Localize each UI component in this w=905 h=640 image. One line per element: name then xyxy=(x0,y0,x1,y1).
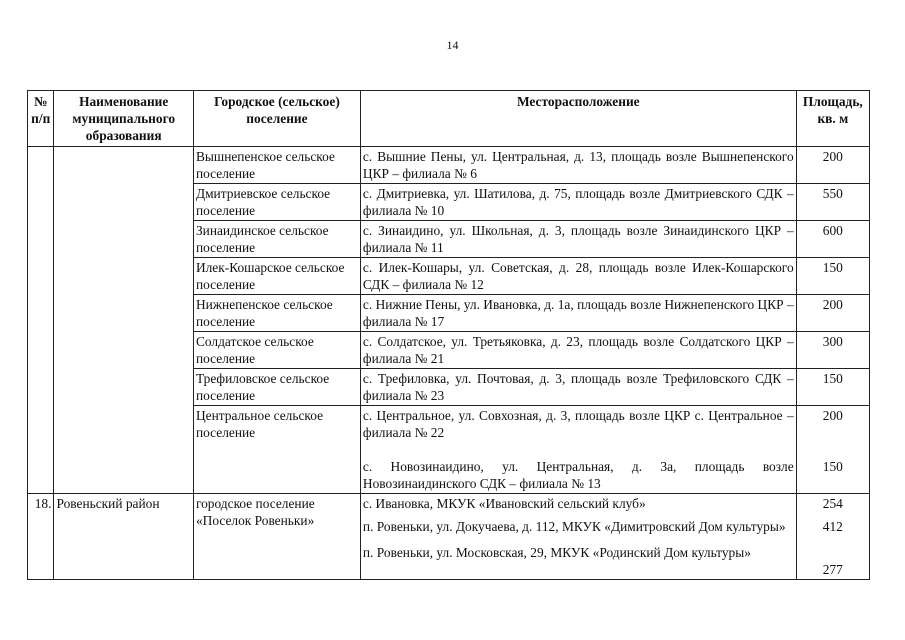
area-cell: 150 xyxy=(796,369,869,406)
location-entry: п. Ровеньки, ул. Докучаева, д. 112, МКУК «Димитровский Дом культуры» xyxy=(362,519,786,534)
settlement-cell: Центральное сельское поселение xyxy=(193,406,360,494)
settlement-cell: Нижнепенское сельское поселение xyxy=(193,295,360,332)
location-cell: с. Илек-Кошары, ул. Советская, д. 28, площадь возле Илек-Кошарского СДК – филиала № 12 xyxy=(360,258,796,295)
location-cell: с. Дмитриевка, ул. Шатилова, д. 75, площадь возле Дмитриевского СДК – филиала № 10 xyxy=(360,184,796,221)
location-entry: с. Ивановка, МКУК «Ивановский сельский клуб» xyxy=(362,496,646,511)
location-cell: с. Зинаидино, ул. Школьная, д. 3, площадь возле Зинаидинского ЦКР – филиала № 11 xyxy=(360,221,796,258)
location-cell: с. Вышние Пены, ул. Центральная, д. 13, площадь возле Вышнепенского ЦКР – филиала № 6 xyxy=(360,147,796,184)
header-num: № п/п xyxy=(28,91,54,147)
area-entry: 412 xyxy=(822,519,843,534)
area-entry: 277 xyxy=(822,562,843,577)
header-location: Месторасположение xyxy=(360,91,796,147)
header-row xyxy=(28,91,870,147)
area-cell xyxy=(796,406,869,494)
area-cell: 300 xyxy=(796,332,869,369)
settlement-cell: Зинаидинское сельское поселение xyxy=(193,221,360,258)
area-entry: 254 xyxy=(822,496,843,511)
settlement-cell: городское поселение «Поселок Ровеньки» xyxy=(193,494,360,580)
district-row xyxy=(28,494,870,580)
district-name: Ровеньский район xyxy=(54,494,193,580)
district-number: 18. xyxy=(28,494,54,580)
header-settlement: Городское (сельское) поселение xyxy=(193,91,360,147)
num-cell xyxy=(28,147,54,494)
header-area: Площадь, кв. м xyxy=(796,91,869,147)
location-cell xyxy=(360,406,796,494)
settlement-cell: Илек-Кошарское сельское поселение xyxy=(193,258,360,295)
page-number: 14 xyxy=(446,38,459,52)
location-cell: с. Нижние Пены, ул. Ивановка, д. 1а, площадь возле Нижнепенского ЦКР – филиала № 17 xyxy=(360,295,796,332)
area-cell: 600 xyxy=(796,221,869,258)
location-entry: с. Центральное, ул. Совхозная, д. 3, площадь возле ЦКР с. Центральное – филиала № 22 xyxy=(362,408,794,440)
location-cell: с. Солдатское, ул. Третьяковка, д. 23, площадь возле Солдатского ЦКР – филиала № 21 xyxy=(360,332,796,369)
header-municipality: Наименование муниципального образования xyxy=(54,91,193,147)
area-cell xyxy=(796,494,869,580)
area-entry: 200 xyxy=(822,408,843,423)
table-row xyxy=(28,147,870,184)
area-cell: 550 xyxy=(796,184,869,221)
municipality-cell xyxy=(54,147,193,494)
location-cell xyxy=(360,494,796,580)
settlement-cell: Трефиловское сельское поселение xyxy=(193,369,360,406)
location-entry: с. Новозинаидино, ул. Центральная, д. 3а, площадь возле Новозинаидинского СДК – филиала № 13 xyxy=(362,459,794,491)
area-entry: 150 xyxy=(822,459,843,474)
settlement-cell: Солдатское сельское поселение xyxy=(193,332,360,369)
settlement-cell: Дмитриевское сельское поселение xyxy=(193,184,360,221)
settlement-cell: Вышнепенское сельское поселение xyxy=(193,147,360,184)
placement-table xyxy=(27,90,870,580)
location-cell: с. Трефиловка, ул. Почтовая, д. 3, площадь возле Трефиловского СДК – филиала № 23 xyxy=(360,369,796,406)
area-cell: 200 xyxy=(796,295,869,332)
area-cell: 150 xyxy=(796,258,869,295)
location-entry: п. Ровеньки, ул. Московская, 29, МКУК «Родинский Дом культуры» xyxy=(362,545,751,560)
area-cell: 200 xyxy=(796,147,869,184)
